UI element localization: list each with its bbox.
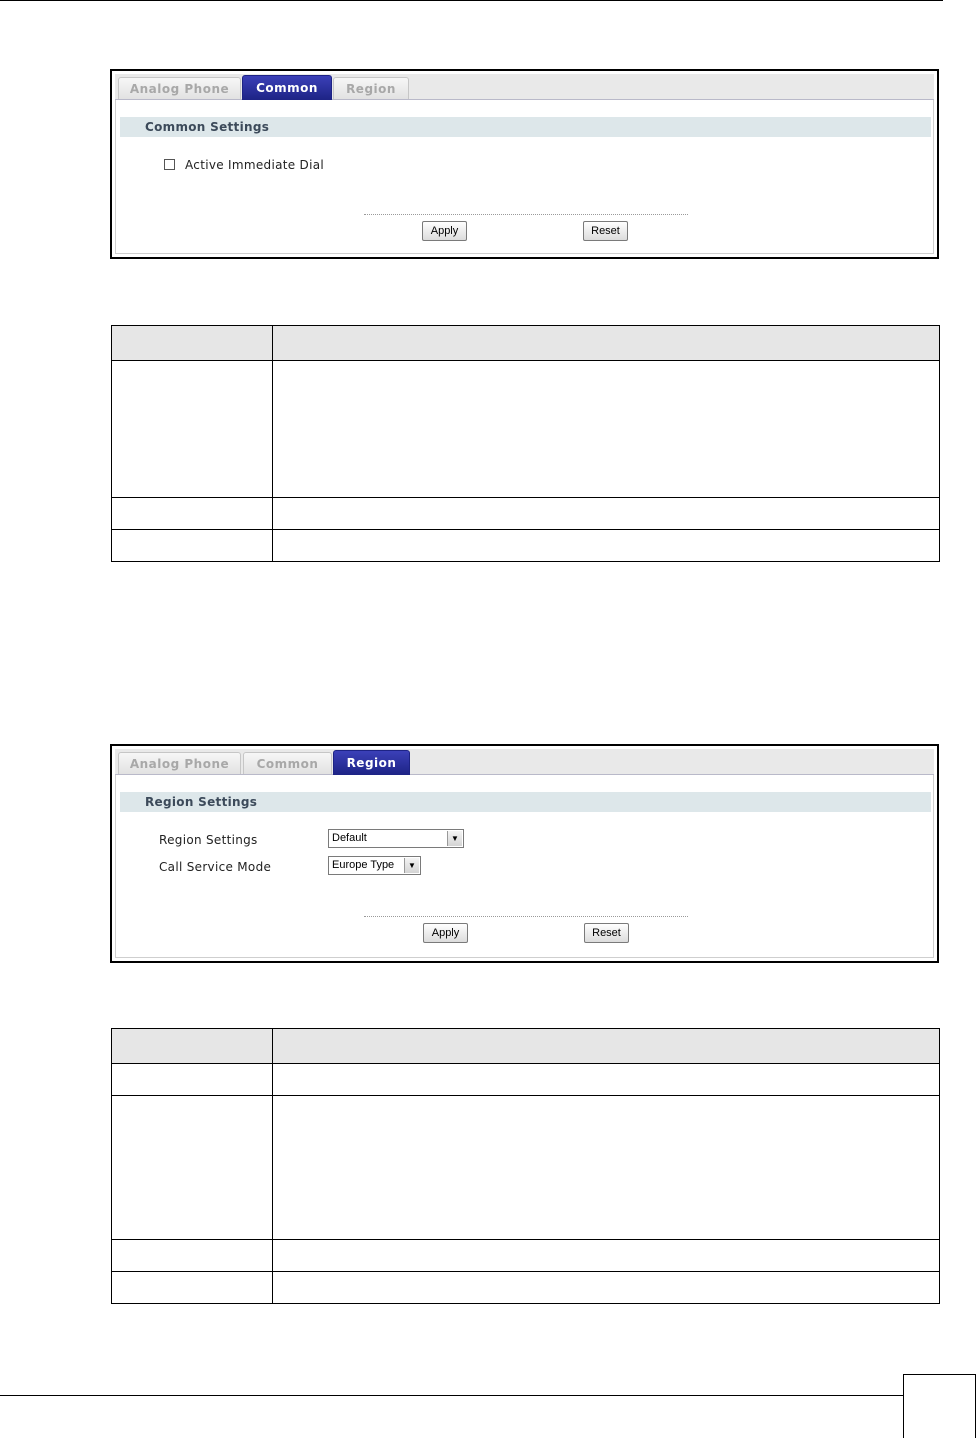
common-settings-panel [110,69,939,259]
table-cell [112,361,273,498]
table-cell [273,1272,940,1304]
apply-button[interactable]: Apply [423,923,468,943]
table-row [112,1240,940,1272]
table-header-row [112,1029,940,1064]
table-header-cell [112,1029,273,1064]
active-immediate-dial-checkbox[interactable] [164,159,175,170]
call-service-mode-label: Call Service Mode [159,860,272,874]
table-cell [112,1064,273,1096]
table-cell [112,498,273,530]
region-settings-panel [110,744,939,963]
divider [364,214,688,215]
tab-bar [115,749,934,775]
tab-common[interactable]: Common [242,75,332,100]
region-settings-label: Region Settings [159,833,258,847]
table-cell [112,1240,273,1272]
chevron-down-icon[interactable]: ▼ [404,858,419,873]
tab-region[interactable]: Region [333,750,410,775]
table-row [112,361,940,498]
panel-frame [115,749,934,958]
common-description-table [111,325,940,562]
table-header-row [112,326,940,361]
region-settings-value: Default [332,832,367,844]
table-row [112,498,940,530]
region-description-table [111,1028,940,1304]
table-row [112,1064,940,1096]
tab-analog-phone[interactable]: Analog Phone [118,752,241,774]
region-settings-select[interactable] [328,829,464,848]
call-service-mode-select[interactable] [328,856,421,875]
tab-region[interactable]: Region [333,77,409,99]
table-row [112,1272,940,1304]
table-header-cell [112,326,273,361]
table-cell [273,1240,940,1272]
chevron-down-icon[interactable]: ▼ [447,831,462,846]
page-number-box [903,1374,976,1438]
apply-button[interactable]: Apply [422,221,467,241]
table-row [112,1096,940,1240]
table-cell [273,1064,940,1096]
divider [364,916,688,917]
tab-common[interactable]: Common [243,752,332,774]
tab-bar [115,74,934,100]
table-row [112,530,940,562]
table-cell [273,1096,940,1240]
reset-button[interactable]: Reset [583,221,628,241]
table-header-cell [273,326,940,361]
table-cell [273,530,940,562]
tab-analog-phone[interactable]: Analog Phone [118,77,241,99]
section-title: Region Settings [120,792,931,812]
table-cell [273,498,940,530]
reset-button[interactable]: Reset [584,923,629,943]
table-cell [112,1096,273,1240]
table-header-cell [273,1029,940,1064]
footer-rule [0,1395,903,1396]
table-cell [112,1272,273,1304]
table-cell [273,361,940,498]
active-immediate-dial-label: Active Immediate Dial [185,158,325,172]
table-cell [112,530,273,562]
call-service-mode-value: Europe Type [332,859,395,871]
header-rule [0,0,943,1]
section-title: Common Settings [120,117,931,137]
